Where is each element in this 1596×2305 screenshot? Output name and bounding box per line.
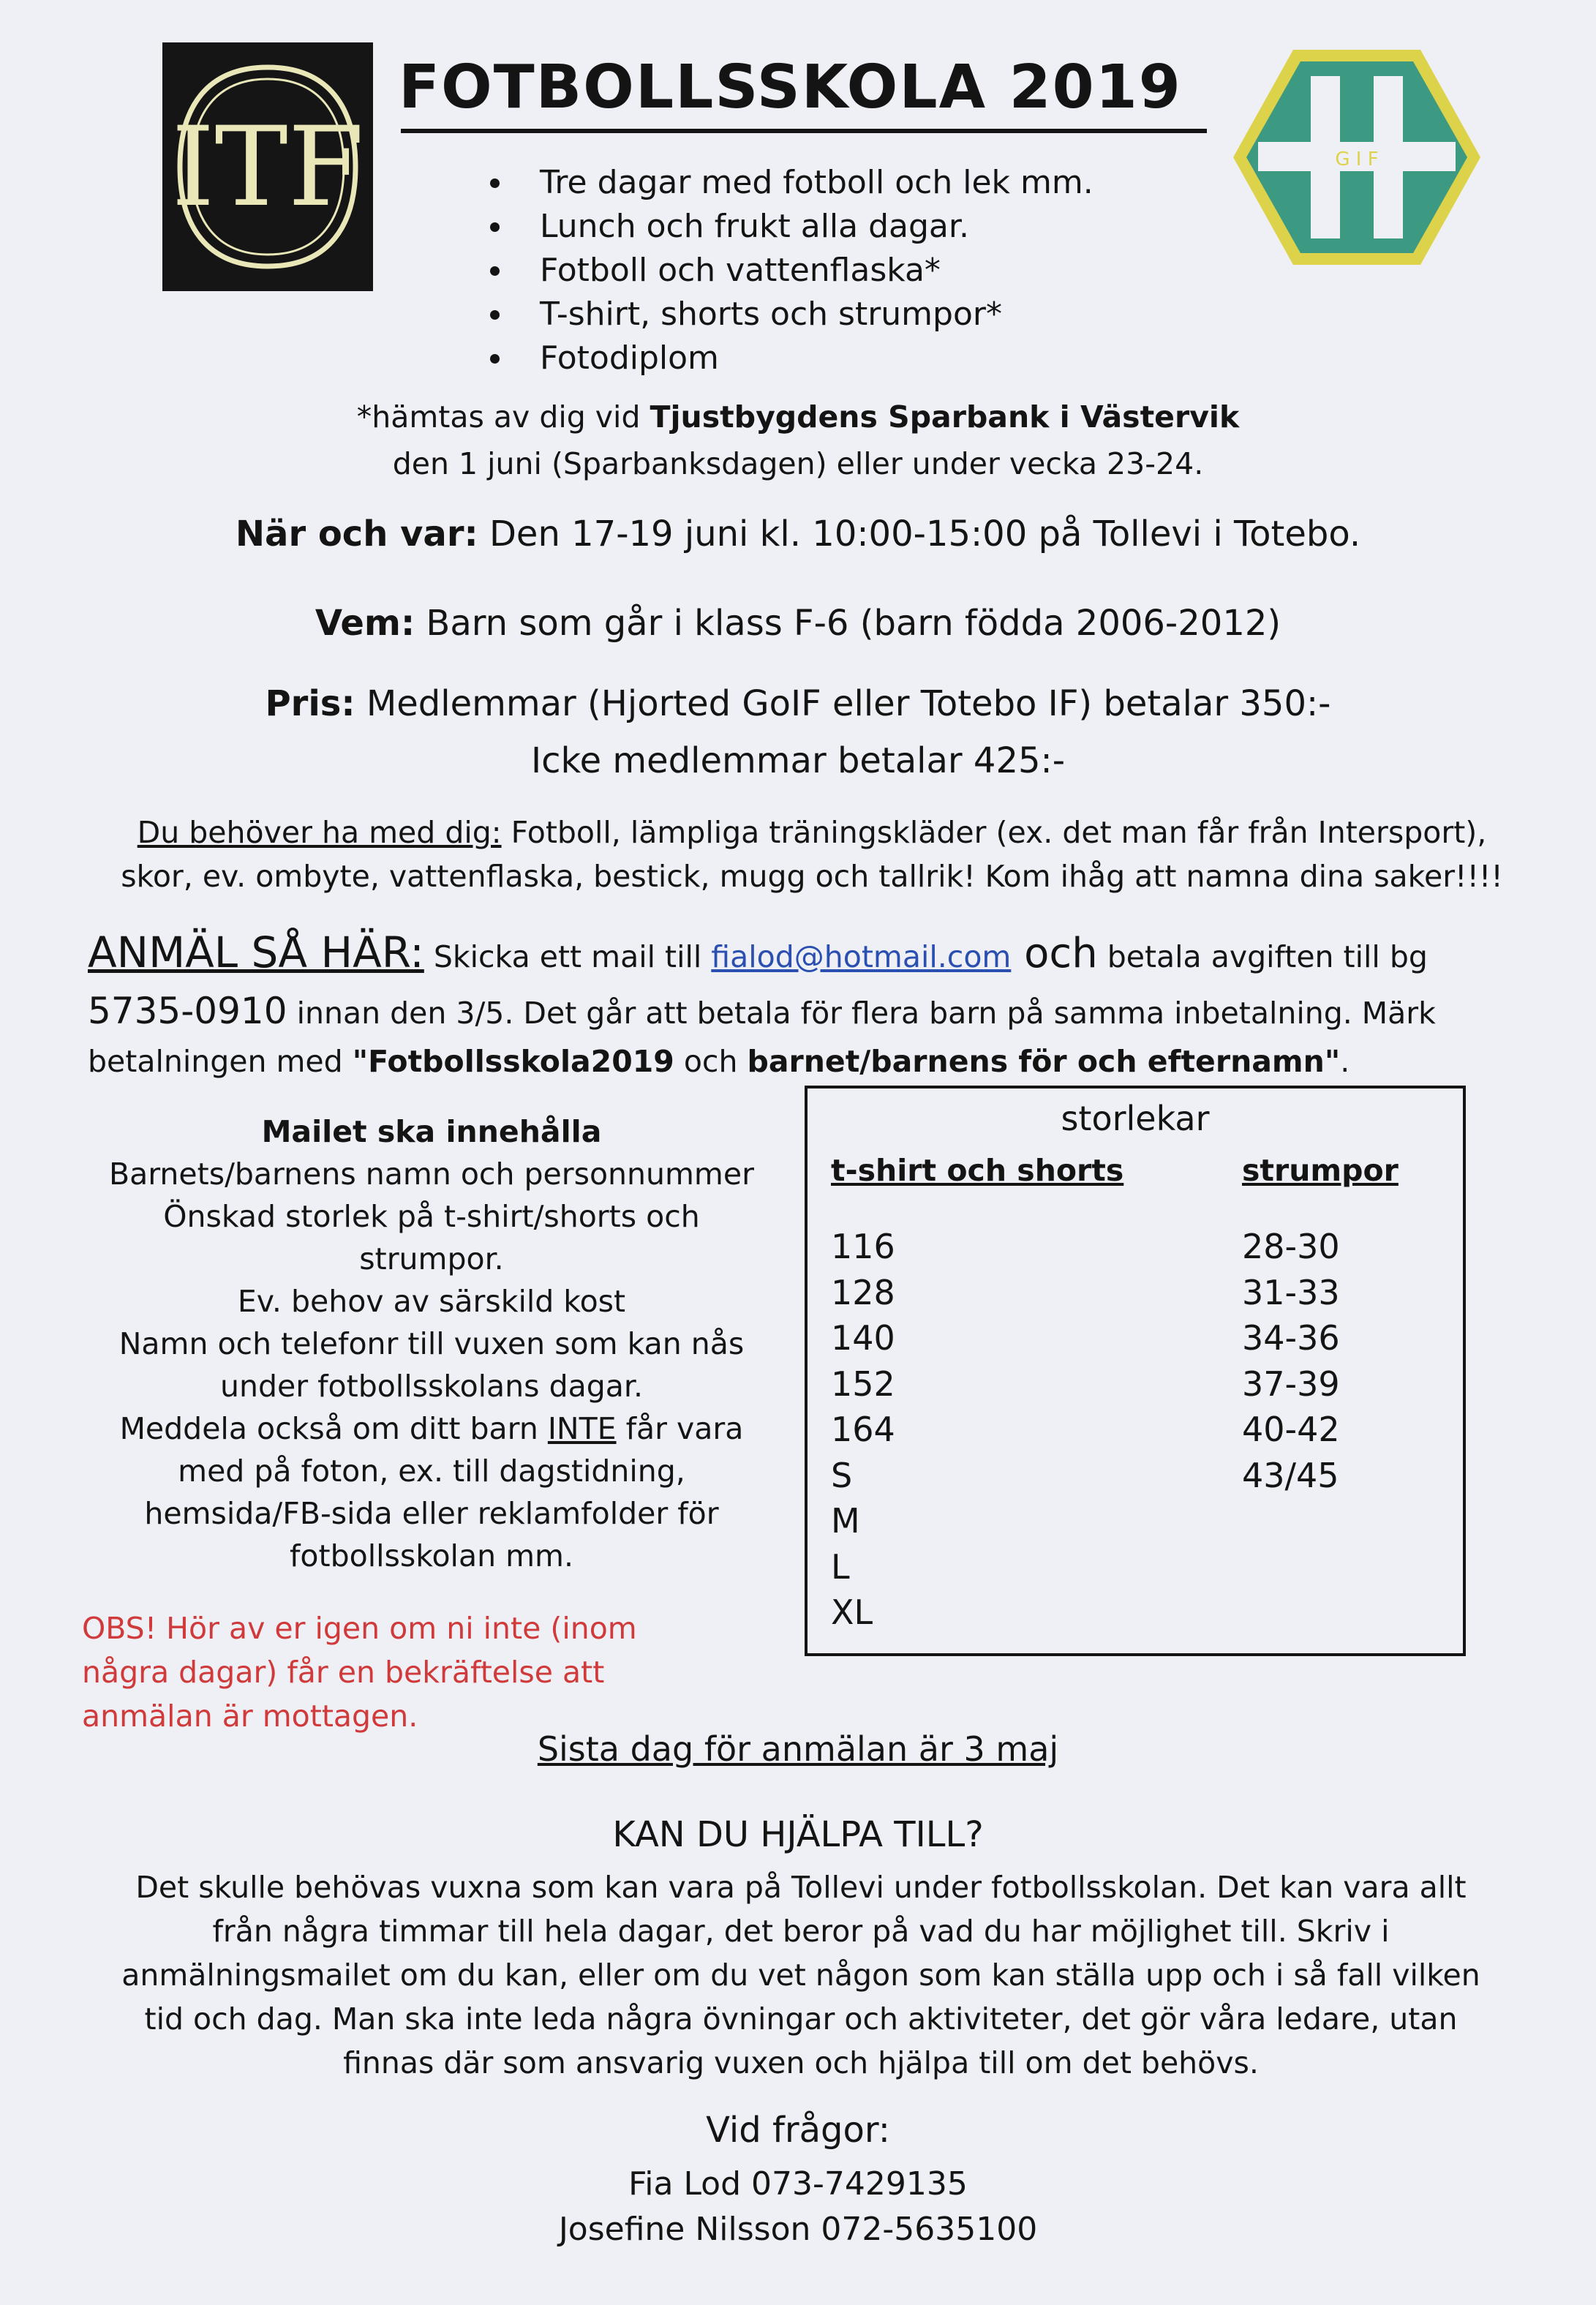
title-underline [401, 129, 1207, 133]
itf-crest-icon [162, 42, 373, 291]
list-item: 31-33 [1242, 1272, 1340, 1312]
sock-size-list [1242, 1224, 1340, 1498]
sizes-header-shirt: t-shirt och shorts [831, 1153, 1124, 1188]
gif-logo [1229, 45, 1485, 269]
list-item: Fotodiplom [505, 336, 1236, 380]
list-item: L [831, 1546, 850, 1587]
list-item: S [831, 1455, 853, 1495]
list-item: Tre dagar med fotboll och lek mm. [505, 161, 1236, 205]
sizes-header-socks: strumpor [1242, 1153, 1399, 1188]
itf-logo-text: ITF [171, 104, 364, 231]
contact-josefine: Josefine Nilsson 072-5635100 [558, 2211, 1038, 2248]
mail-heading: Mailet ska innehålla [261, 1114, 602, 1149]
shirt-size-list [831, 1224, 895, 1636]
list-item: 34-36 [1242, 1318, 1340, 1358]
pickup-note: *hämtas av dig vid Tjustbygdens Sparbank i Västervik [356, 399, 1240, 435]
list-item: 140 [831, 1318, 895, 1358]
list-item: 40-42 [1242, 1410, 1340, 1449]
list-item: 164 [831, 1410, 895, 1449]
feature-list [505, 161, 1236, 380]
bring-list: Du behöver ha med dig: Fotboll, lämpliga träningskläder (ex. det man får från Intersport), skor, ev. ombyte, vattenflaska, bestick, mugg och tallrik! Kom ihåg att namna dina saker!!!! [121, 815, 1503, 894]
signup-heading: ANMÄL SÅ HÄR: [88, 928, 424, 977]
bankgiro-number: 5735-0910 [88, 990, 287, 1032]
pickup-note-line2: den 1 juni (Sparbanksdagen) eller under vecka 23-24. [392, 446, 1204, 481]
when-where: När och var: Den 17-19 juni kl. 10:00-15:00 på Tollevi i Totebo. [235, 514, 1361, 554]
price-nonmember: Icke medlemmar betalar 425:- [530, 740, 1066, 781]
list-item: 28-30 [1242, 1227, 1340, 1266]
list-item: 37-39 [1242, 1364, 1340, 1404]
signup-instructions: ANMÄL SÅ HÄR: Skicka ett mail till fialod@hotmail.com och betala avgiften till bg 5735-0910 innan den 3/5. Det går att betala för flera barn på samma inbetalning. Märk betalningen med "Fotbollsskola2019 och barnet/barnens för och efternamn". [88, 928, 1436, 1079]
email-link[interactable]: fialod@hotmail.com [711, 939, 1012, 974]
itf-logo [162, 42, 373, 291]
list-item: 43/45 [1242, 1455, 1339, 1495]
list-item: Fotboll och vattenflaska* [505, 249, 1236, 293]
gif-hexagon-icon [1229, 45, 1485, 269]
list-item: T-shirt, shorts och strumpor* [505, 293, 1236, 336]
contact-fia: Fia Lod 073-7429135 [628, 2165, 968, 2203]
deadline: Sista dag för anmälan är 3 maj [537, 1729, 1059, 1769]
list-item: 128 [831, 1272, 895, 1312]
who: Vem: Barn som går i klass F-6 (barn födda 2006-2012) [315, 603, 1281, 644]
list-item: 116 [831, 1227, 895, 1266]
questions-heading: Vid frågor: [706, 2110, 890, 2151]
bank-name: Tjustbygdens Sparbank i Västervik [650, 399, 1240, 435]
page-title: FOTBOLLSSKOLA 2019 [399, 53, 1182, 122]
price: Pris: Medlemmar (Hjorted GoIF eller Totebo IF) betalar 350:- [265, 683, 1331, 724]
help-text: Det skulle behövas vuxna som kan vara på Tollevi under fotbollsskolan. Det kan vara allt från några timmar till hela dagar, det beror på vad du har möjlighet till. Skriv i anmälningsmailet om du kan, eller om du vet någon som kan ställa upp och i så fall vilken tid och dag. Man ska inte leda några övningar och aktiviteter, det gör våra ledare, utan finnas där som ansvarig vuxen och hjälpa till om det behövs. [121, 1870, 1480, 2080]
gif-logo-text: G I F [1335, 148, 1379, 170]
list-item: 152 [831, 1364, 895, 1404]
obs-notice: OBS! Hör av er igen om ni inte (inom några dagar) får en bekräftelse att anmälan är mottagen. [82, 1611, 637, 1734]
sizes-title: storlekar [1061, 1099, 1210, 1138]
mail-content: Mailet ska innehålla Barnets/barnens namn och personnummer Önskad storlek på t-shirt/shorts och strumpor. Ev. behov av särskild kost Namn och telefonr till vuxen som kan nås under fotbollsskolans dagar. Meddela också om ditt barn INTE får vara med på foton, ex. till dagstidning, hemsida/FB-sida eller reklamfolder för fotbollsskolan mm. [80, 1110, 783, 1577]
list-item: Lunch och frukt alla dagar. [505, 205, 1236, 249]
list-item: M [831, 1501, 860, 1541]
list-item: XL [831, 1593, 873, 1632]
sizes-table [805, 1086, 1466, 1656]
help-heading: KAN DU HJÄLPA TILL? [612, 1814, 984, 1855]
